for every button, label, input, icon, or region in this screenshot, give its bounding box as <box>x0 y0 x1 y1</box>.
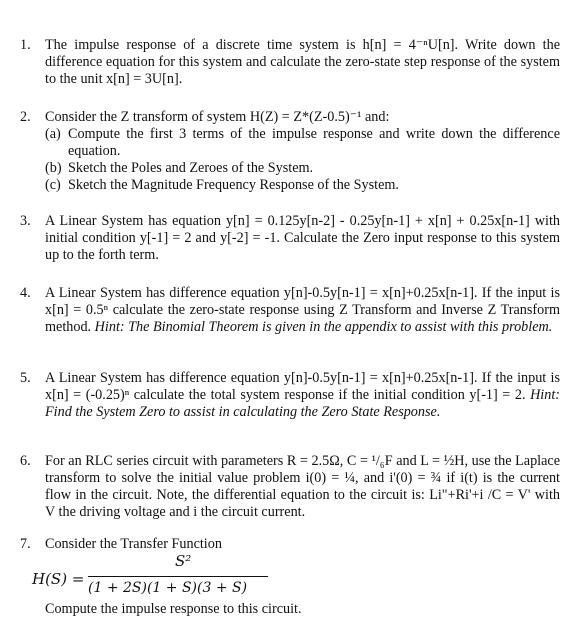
question-part <box>45 160 560 177</box>
question-2 <box>20 109 560 194</box>
question-number: 7. <box>20 536 31 552</box>
question-text: A Linear System has equation y[n] = 0.125y[n-2] - 0.25y[n-1] + x[n] + 0.25x[n-1] with initial condition y[-1] = 2 and y[-2] = -1. Calculate the Zero input response to this system up to the forth term. <box>45 213 560 263</box>
question-number: 3. <box>20 213 31 229</box>
transfer-function-lhs: H(S) = <box>32 570 85 588</box>
transfer-function <box>20 553 560 601</box>
question-hint: Hint: Find the System Zero to assist in calculating the Zero State Response. <box>45 387 561 420</box>
question-text: A Linear System has difference equation y[n]-0.5y[n-1] = x[n]+0.25x[n-1]. If the input is x[n] = (-0.25)ⁿ calculate the total system response if the initial condition y[-1] = 2. <box>45 370 560 403</box>
question-number: 2. <box>20 109 31 125</box>
question-number: 5. <box>20 370 31 386</box>
question-6 <box>20 453 560 521</box>
question-number: 4. <box>20 285 31 301</box>
question-text: The impulse response of a discrete time system is h[n] = 4⁻ⁿU[n]. Write down the difference equation for this system and calculate the zero-state step response of the system to the unit x[n] = 3U[n]. <box>45 37 560 87</box>
question-part <box>45 126 560 160</box>
question-5 <box>20 370 560 421</box>
question-text: A Linear System has difference equation y[n]-0.5y[n-1] = x[n]+0.25x[n-1]. If the input is x[n] = 0.5ⁿ calculate the zero-state response using Z Transform and Inverse Z Transform method. <box>45 285 560 335</box>
fraction-bar <box>88 576 268 577</box>
part-text: Compute the first 3 terms of the impulse response and write down the difference equation. <box>68 126 560 159</box>
part-label: (a) <box>45 126 61 142</box>
question-7 <box>20 536 560 618</box>
question-3 <box>20 213 560 264</box>
question-text: For an RLC series circuit with parameters R = 2.5Ω, C = ¹/₆F and L = ½H, use the Laplace transform to solve the initial value problem i(0) = ¼, and i'(0) = ¾ if i(t) is the current flow in the circuit. Note, the differential equation to the circuit is: Li"+Ri'+i /C = V' with V the driving voltage and i the circuit current. <box>45 453 560 520</box>
part-label: (c) <box>45 177 61 193</box>
part-text: Sketch the Magnitude Frequency Response of the System. <box>68 177 399 193</box>
question-4 <box>20 285 560 336</box>
question-number: 6. <box>20 453 31 469</box>
transfer-function-denominator: (1 + 2S)(1 + S)(3 + S) <box>88 580 248 596</box>
part-text: Sketch the Poles and Zeroes of the System. <box>68 160 314 176</box>
question-followup: Compute the impulse response to this circuit. <box>45 601 302 617</box>
question-text: Consider the Transfer Function <box>45 536 222 552</box>
transfer-function-numerator: S² <box>175 552 192 570</box>
question-part <box>45 177 560 194</box>
question-number: 1. <box>20 37 31 53</box>
part-label: (b) <box>45 160 62 176</box>
question-text: Consider the Z transform of system H(Z) = Z*(Z-0.5)⁻¹ and: <box>45 109 390 125</box>
question-1 <box>20 37 560 88</box>
question-hint: Hint: The Binomial Theorem is given in the appendix to assist with this problem. <box>94 319 553 335</box>
